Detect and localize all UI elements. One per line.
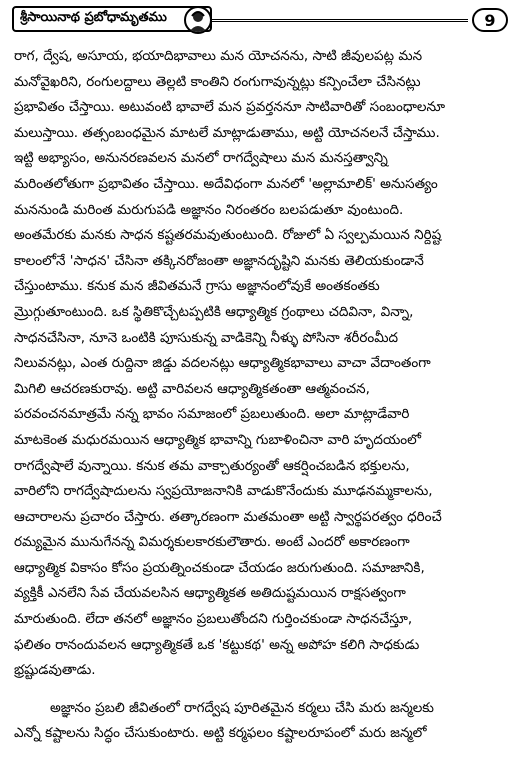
text-line: పరవంచనమాత్రమే నన్న భావం సమాజంలో ప్రబలుతుంది. అలా మాట్లాడేవారి [14, 406, 410, 423]
text-line: మాటకెంత మధురమయిన ఆధ్యాత్మిక భావాన్ని గుబాళించినా వారి హృదయంలో [14, 431, 422, 448]
text-line: రాగద్వేషాలే వున్నాయి. కనుక తమ వాక్చాతుర్యంతో ఆకర్షించబడిన భక్తులను, [14, 457, 410, 474]
text-line: వారిలోని రాగద్వేషాదులను స్వప్రయోజనానికి వాడుకొనేందుకు మూఢనమ్మకాలను, [14, 483, 433, 500]
text-line: రమ్యమైన మునుగేనన్న విమర్శకులకారకులౌతారు. అంటే ఎందరో అకారణంగా [14, 534, 410, 551]
text-line: ఆధ్యాత్మిక వికాసం కోసం ప్రయత్నించకుండా చేయడం జరుగుతుంది. సమాజానికి, [14, 559, 425, 576]
text-line: ఫలితం రానందువలన ఆధ్యాత్మికతే ఒక 'కట్టుకథ' అన్న అపోహ కలిగి సాధకుడు [14, 636, 420, 653]
text-line: ఇట్టి అభ్యాసం, అనునరణవలన మనలో రాగద్వేషాలు మన మనస్తత్వాన్ని [14, 150, 388, 167]
text-line: ఆచారాలను ప్రచారం చేస్తారు. తత్కారణంగా మతమంతా అట్టి స్వార్థపరత్వం ధరించే [14, 508, 442, 525]
text-line: మ్రొగ్గుతూంటుంది. ఒక స్థితికొచ్చేటప్పటికి ఆధ్యాత్మిక గ్రంథాలు చదివినా, విన్నా, [14, 303, 414, 320]
text-line: మారుతుంది. లేదా తనలో అజ్ఞానం ప్రబలుతోందని గుర్తించకుండా సాధనచేస్తూ, [14, 611, 413, 628]
text-line: మిగిలి ఆచరణకురావు. అట్టి వారివలన ఆధ్యాత్మికతంతా ఆత్మవంచన, [14, 380, 370, 397]
page-header [12, 6, 508, 36]
page-number: 9 [484, 10, 496, 30]
text-line: వ్యక్తికీ ఎనలేని సేవ చేయవలసిన ఆధ్యాత్మికత అతిదుష్టమయిన రాక్షసత్వంగా [14, 585, 406, 602]
text-line: ఎన్నో కష్టాలను సిద్ధం చేసుకుంటారు. అట్టి కర్మఫలం కష్టాలరూపంలో మరు జన్మలో [14, 725, 427, 742]
portrait-icon [184, 6, 212, 34]
text-line: సాధనచేసినా, నూనె ఒంటికి పూసుకున్న వాడికెన్ని నీళ్ళు పోసినా శరీరంమీద [14, 329, 399, 346]
text-line: ప్రభావితం చేస్తాయి. అటువంటి భావాలే మన ప్రవర్తననూ సాటివారితో సంబంధాలనూ [14, 99, 445, 116]
text-line: మరింతలోతుగా ప్రభావితం చేస్తాయి. అదేవిధంగా మనలో 'అల్లామాలిక్' అనుసత్యం [14, 175, 438, 192]
paragraph-gap [14, 684, 508, 696]
text-line: చేస్తుంటాము. కనుక మన జీవితమనే గ్రాసు అజ్ఞానంలోవుకే అంతకంతకు [14, 278, 380, 295]
text-line: రాగ, ద్వేష, అసూయ, భయాదిభావాలు మన యోచనను, సాటి జీవులపట్ల మన [14, 48, 423, 64]
text-line: మలుస్తాయి. తత్సంబంధమైన మాటలే మాట్లాడుతాము, అట్టి యోచనలనే చేస్తాము. [14, 124, 440, 141]
text-line: అంతమేరకు మనకు సాధన కష్టతరమవుతుంటుంది. రోజులో ఏ స్వల్పమయిన నిర్దిష్ట [14, 227, 442, 244]
text-line: అజ్ఞానం ప్రబలి జీవితంలో రాగద్వేష పూరితమైన కర్మలు చేసి మరు జన్మలకు [50, 699, 434, 716]
body-text [14, 44, 508, 747]
text-line: కాలంలోనే 'సాధన' చేసినా తక్కినరోజంతా అజ్ఞానదృష్టిని మనకు తెలియకుండానే [14, 252, 424, 269]
book-title: శ్రీసాయినాథ ప్రబోధామృతము [20, 10, 167, 25]
text-line: భ్రష్టుడవుతాడు. [14, 662, 96, 679]
book-title-box [12, 6, 212, 32]
page-number-box [472, 8, 508, 32]
header-rule [212, 19, 468, 22]
text-line: మననుండి మరింత మరుగుపడి అజ్ఞానం నిరంతరం బలపడుతూ వుంటుంది. [14, 201, 404, 218]
text-line: నిలువనట్లు, ఎంత రుద్దినా జిడ్డు వదలనట్లు ఆధ్యాత్మికభావాలు వాచా వేదాంతంగా [14, 355, 431, 372]
text-line: మనోవైఖరిని, రంగులద్దాలు తెల్లటి కాంతిని రంగుగావున్నట్లు కన్పించేలా చేసినట్లు [14, 73, 421, 90]
